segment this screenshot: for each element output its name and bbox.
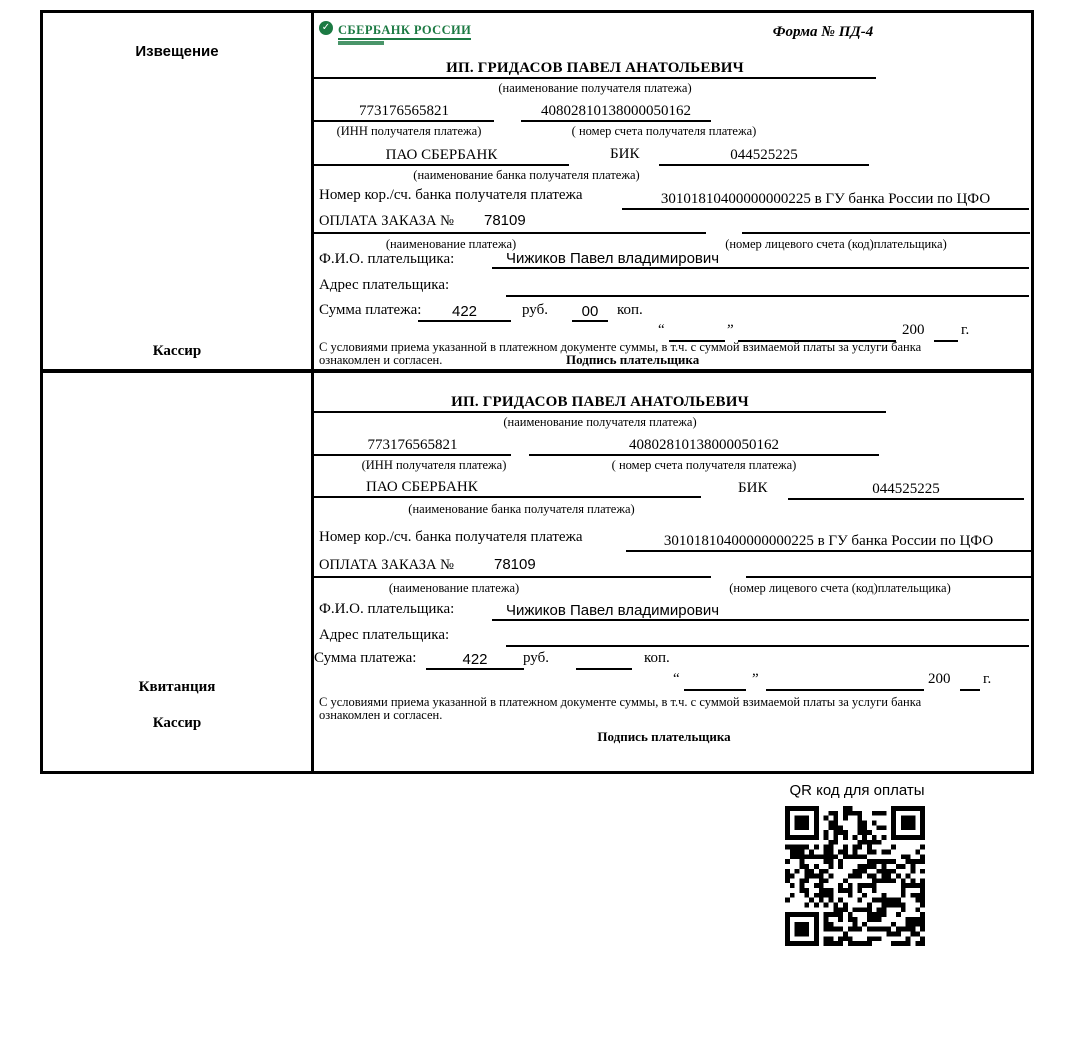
notice-content — [314, 13, 1031, 369]
notice-side-label: Извещение — [135, 43, 219, 60]
year-underline — [934, 318, 958, 342]
sum-value: 422 — [418, 298, 511, 322]
receipt-side-column — [43, 373, 314, 771]
kop-label: коп. — [644, 650, 670, 666]
payer-fio-label: Ф.И.О. плательщика: — [319, 601, 455, 617]
account-hint: ( номер счета получателя платежа) — [611, 458, 797, 472]
corr-account-value: 30101810400000000225 в ГУ банка России по ЦФО — [626, 525, 1031, 552]
payer-address-underline — [506, 271, 1029, 297]
receipt-side-label: Квитанция — [138, 679, 216, 695]
order-number: 78109 — [484, 212, 526, 229]
payer-fio-label: Ф.И.О. плательщика: — [319, 251, 455, 267]
bank-name: ПАО СБЕРБАНК — [314, 143, 569, 166]
sum-label: Сумма платежа: — [319, 302, 422, 318]
date-day-underline — [669, 318, 725, 342]
inn-hint: (ИНН получателя платежа) — [336, 124, 482, 138]
inn-value: 773176565821 — [314, 99, 494, 122]
bik-value: 044525225 — [659, 143, 869, 166]
inn-hint: (ИНН получателя платежа) — [361, 458, 507, 472]
payment-name-hint: (наименование платежа) — [385, 237, 517, 251]
kop-value — [576, 646, 632, 670]
personal-account-hint: (номер лицевого счета (код)плательщика) — [725, 237, 947, 251]
quote-close: ” — [727, 322, 734, 338]
payer-address-underline — [506, 621, 1029, 647]
order-number: 78109 — [494, 556, 536, 573]
bank-name: ПАО СБЕРБАНК — [314, 477, 701, 498]
agreement-line-2: ознакомлен и согласен. — [319, 353, 443, 367]
bank-name-hint: (наименование банка получателя платежа) — [413, 168, 640, 182]
inn-value: 773176565821 — [314, 433, 511, 456]
notice-side-column — [43, 13, 314, 369]
date-month-underline — [766, 667, 924, 691]
payment-name-label: ОПЛАТА ЗАКАЗА № — [319, 557, 454, 573]
payee-name-hint: (наименование получателя платежа) — [503, 415, 697, 429]
qr-caption: QR код для оплаты — [789, 782, 925, 799]
sberbank-logo — [319, 21, 471, 45]
account-value: 40802810138000050162 — [521, 99, 711, 122]
kop-label: коп. — [617, 302, 643, 318]
form-number: Форма № ПД-4 — [772, 24, 874, 40]
account-hint: ( номер счета получателя платежа) — [571, 124, 757, 138]
payee-name: ИП. ГРИДАСОВ ПАВЕЛ АНАТОЛЬЕВИЧ — [314, 387, 886, 413]
date-day-underline — [684, 667, 746, 691]
payer-address-label: Адрес плательщика: — [319, 277, 450, 293]
signature-label: Подпись плательщика — [566, 352, 700, 367]
payer-fio-value: Чижиков Павел владимирович — [492, 597, 1029, 621]
year-prefix: 200 — [928, 671, 951, 687]
quote-open: “ — [658, 322, 665, 338]
bik-value: 044525225 — [788, 477, 1024, 500]
year-prefix: 200 — [902, 322, 925, 338]
signature-label: Подпись плательщика — [597, 729, 731, 744]
receipt-cashier-label: Кассир — [152, 715, 202, 731]
personal-account-underline — [742, 209, 1030, 234]
sberbank-logo-text: СБЕРБАНК РОССИИ — [338, 23, 471, 40]
bik-label: БИК — [738, 480, 768, 496]
bik-label: БИК — [610, 146, 640, 162]
year-underline — [960, 667, 980, 691]
rub-label: руб. — [522, 302, 548, 318]
payer-address-label: Адрес плательщика: — [319, 627, 450, 643]
sberbank-logo-icon: ✓ — [319, 21, 333, 35]
sum-value: 422 — [426, 646, 524, 670]
date-month-underline — [738, 318, 896, 342]
rub-label: руб. — [523, 650, 549, 666]
section-notice — [43, 13, 1031, 373]
agreement-line-1: С условиями приема указанной в платежном документе суммы, в т.ч. с суммой взимаемой платы за услуги банка — [319, 695, 922, 709]
agreement-line-1: С условиями приема указанной в платежном документе суммы, в т.ч. с суммой взимаемой платы за услуги банка — [319, 340, 922, 354]
notice-cashier-label: Кассир — [152, 343, 202, 359]
kop-value: 00 — [572, 298, 608, 322]
corr-account-label: Номер кор./сч. банка получателя платежа — [319, 529, 583, 545]
payment-form-pd4 — [40, 10, 1034, 774]
sberbank-logo-tagline — [338, 41, 384, 45]
corr-account-label: Номер кор./сч. банка получателя платежа — [319, 187, 583, 203]
section-receipt — [43, 373, 1031, 771]
quote-close: ” — [752, 671, 759, 687]
payee-name: ИП. ГРИДАСОВ ПАВЕЛ АНАТОЛЬЕВИЧ — [314, 53, 876, 79]
quote-open: “ — [673, 671, 680, 687]
personal-account-hint: (номер лицевого счета (код)плательщика) — [729, 581, 951, 595]
year-suffix: г. — [961, 322, 970, 338]
qr-code — [785, 806, 925, 946]
account-value: 40802810138000050162 — [529, 433, 879, 456]
payment-name-label: ОПЛАТА ЗАКАЗА № — [319, 213, 454, 229]
payer-fio-value: Чижиков Павел владимирович — [492, 245, 1029, 269]
bank-name-hint: (наименование банка получателя платежа) — [408, 502, 635, 516]
personal-account-underline — [746, 553, 1031, 578]
payee-name-hint: (наименование получателя платежа) — [498, 81, 692, 95]
receipt-content — [314, 373, 1031, 771]
corr-account-value: 30101810400000000225 в ГУ банка России по ЦФО — [622, 183, 1029, 210]
payment-name-hint: (наименование платежа) — [388, 581, 520, 595]
sum-label: Сумма платежа: — [314, 650, 417, 666]
year-suffix: г. — [983, 671, 992, 687]
agreement-line-2: ознакомлен и согласен. — [319, 708, 443, 722]
